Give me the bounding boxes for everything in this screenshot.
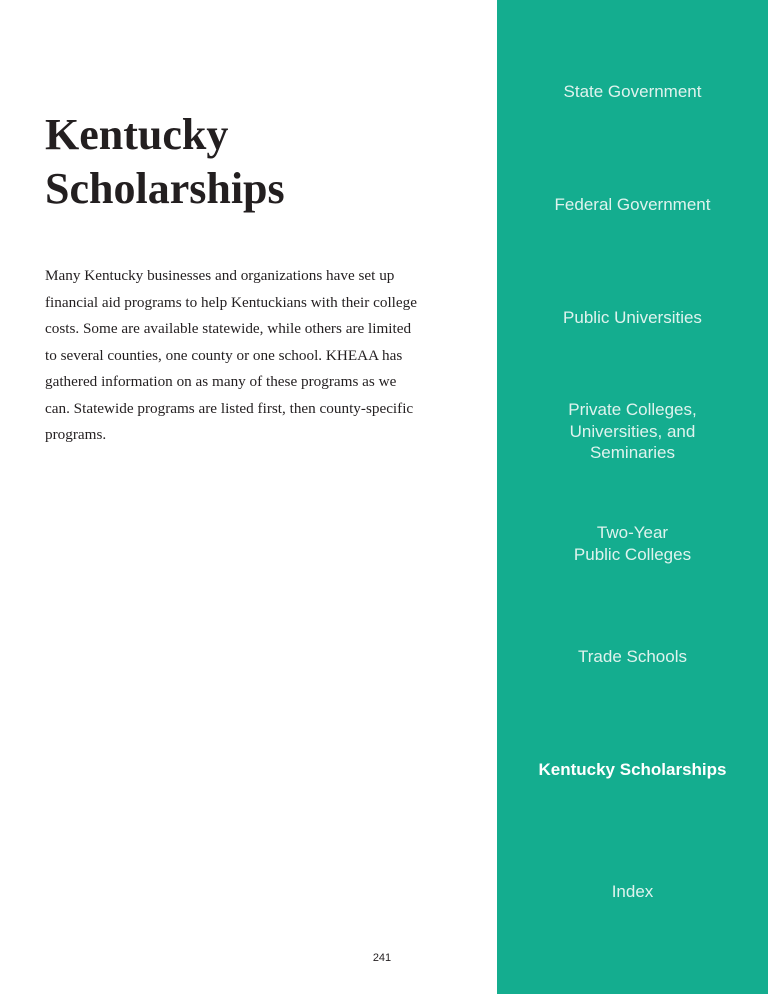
tab-label: Private Colleges,	[568, 400, 697, 419]
tab-state-government[interactable]	[497, 81, 768, 103]
tab-two-year-colleges[interactable]	[497, 522, 768, 565]
section-tab-panel	[497, 0, 768, 994]
tab-label: Trade Schools	[578, 647, 687, 666]
intro-line: can. Statewide programs are listed first, then county-specific	[45, 399, 414, 417]
intro-paragraph	[45, 263, 465, 449]
tab-label: Two-Year	[596, 523, 669, 542]
tab-label: Public Universities	[563, 308, 702, 327]
tab-trade-schools[interactable]	[497, 646, 768, 668]
tab-label: Index	[611, 882, 654, 901]
tab-label: Seminaries	[589, 443, 676, 462]
intro-line: costs. Some are available statewide, while others are limited	[45, 320, 412, 337]
tab-federal-government[interactable]	[497, 194, 768, 216]
intro-line: gathered information on as many of these programs as we	[45, 373, 397, 390]
tab-label: State Government	[563, 82, 702, 101]
tab-label: Universities, and	[569, 421, 696, 441]
tab-kentucky-scholarships[interactable]	[497, 759, 768, 781]
intro-line: programs.	[45, 426, 107, 443]
page-title-line-1: Kentucky	[45, 110, 229, 159]
intro-line: financial aid programs to help Kentuckians with their college	[45, 293, 417, 311]
intro-line: Many Kentucky businesses and organizations have set up	[45, 267, 395, 284]
intro-line: to several counties, one county or one school. KHEAA has	[45, 346, 403, 364]
tab-label: Federal Government	[554, 195, 711, 214]
tab-label: Public Colleges	[573, 544, 692, 564]
tab-public-universities[interactable]	[497, 307, 768, 329]
page-title	[45, 108, 465, 216]
tab-private-colleges[interactable]	[497, 399, 768, 464]
tab-label: Kentucky Scholarships	[538, 760, 727, 779]
page-title-line-2: Scholarships	[45, 164, 285, 213]
tab-index[interactable]	[497, 881, 768, 903]
page-number: 241	[372, 952, 392, 964]
